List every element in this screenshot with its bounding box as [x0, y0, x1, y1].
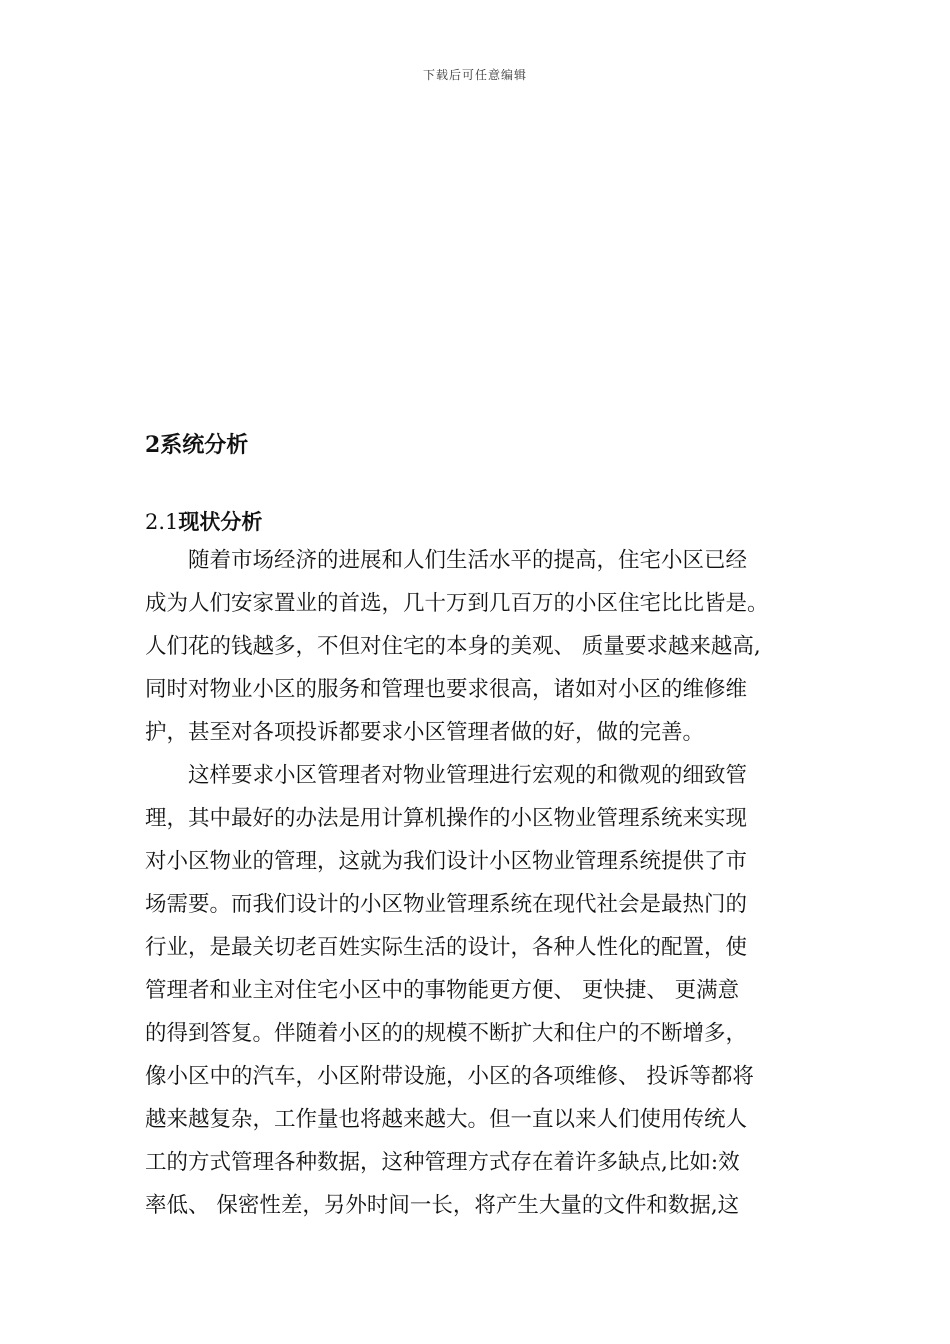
body-line-16: 率低、 保密性差，另外时间一长，将产生大量的文件和数据,这 — [145, 1193, 740, 1218]
body-line-14: 越来越复杂，工作量也将越来越大。但一直以来人们使用传统人 — [145, 1107, 748, 1132]
page-header-note: 下载后可任意编辑 — [422, 68, 527, 82]
body-line-12: 的得到答复。伴随着小区的的规模不断扩大和住户的不断增多， — [145, 1021, 748, 1046]
body-line-9: 场需要。而我们设计的小区物业管理系统在现代社会是最热门的 — [145, 892, 748, 917]
body-line-13: 像小区中的汽车，小区附带设施，小区的各项维修、 投诉等都将 — [145, 1064, 754, 1089]
body-line-2: 成为人们安家置业的首选，几十万到几百万的小区住宅比比皆是。 — [145, 591, 769, 616]
body-line-8: 对小区物业的管理，这就为我们设计小区物业管理系统提供了市 — [145, 849, 748, 874]
body-line-10: 行业，是最关切老百姓实际生活的设计，各种人性化的配置，使 — [145, 935, 748, 960]
section-heading: 2系统分析 — [145, 432, 249, 458]
body-line-11: 管理者和业主对住宅小区中的事物能更方便、 更快捷、 更满意 — [145, 978, 740, 1003]
body-line-15: 工的方式管理各种数据，这种管理方式存在着许多缺点,比如:效 — [145, 1150, 740, 1175]
body-line-5: 护，甚至对各项投诉都要求小区管理者做的好，做的完善。 — [145, 720, 705, 745]
body-line-7: 理，其中最好的办法是用计算机操作的小区物业管理系统来实现 — [145, 806, 748, 831]
body-line-1: 随着市场经济的进展和人们生活水平的提高，住宅小区已经 — [145, 548, 748, 573]
subsection-title-text: 现状分析 — [178, 509, 263, 534]
body-line-6: 这样要求小区管理者对物业管理进行宏观的和微观的细致管 — [145, 763, 748, 788]
body-line-4: 同时对物业小区的服务和管理也要求很高，诸如对小区的维修维 — [145, 677, 748, 702]
body-line-3: 人们花的钱越多，不但对住宅的本身的美观、 质量要求越来越高, — [145, 634, 761, 659]
subsection-number: 2.1 — [145, 510, 179, 534]
subsection-heading — [145, 506, 262, 536]
